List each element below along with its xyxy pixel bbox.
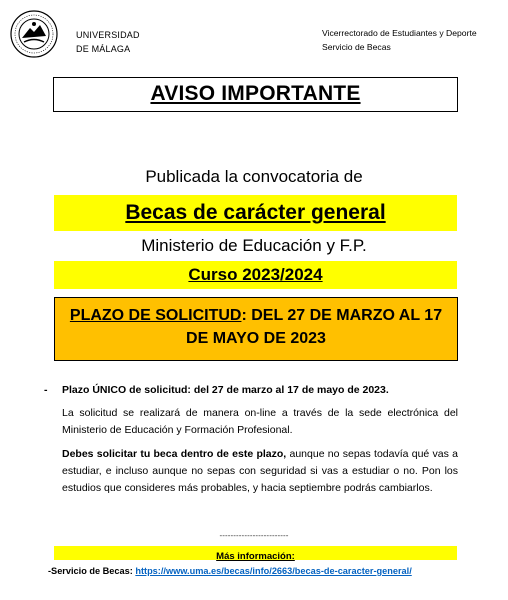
university-name-line1: UNIVERSIDAD [76,30,140,40]
notice-title-box [53,77,458,112]
more-info-label: Más información: [216,551,295,562]
deadline-label: PLAZO DE SOLICITUD [69,307,242,324]
university-name [76,28,140,56]
curso-highlight [54,261,457,289]
deadline-box [54,297,458,361]
deadline-line2: DE MAYO DE 2023 [186,330,326,347]
letterhead [10,8,500,60]
service-line [48,566,412,576]
ministry-line: Ministerio de Educación y F.P. [141,236,367,255]
department-line2: Servicio de Becas [322,42,391,52]
university-seal-icon [10,10,58,58]
separator-line: ------------------------- [219,531,289,540]
bullet-title: Plazo ÚNICO de solicitud: del 27 de marzo al 17 de mayo de 2023. [62,384,389,396]
deadline-dates-start: : DEL 27 DE MARZO AL 17 [241,307,443,324]
department-line1: Vicerrectorado de Estudiantes y Deporte [322,28,477,38]
paragraph-advice [62,446,458,497]
service-label: -Servicio de Becas: [48,566,133,576]
paragraph-advice-rest: aunque no sepas todavía qué vas a estudiar, e incluso aunque no sepas con seguridad si vas a estudiar o no. Pon los estudios que consideres más probables, y hacia septiembre podrás cambiarlos. [62,448,458,494]
deadline-line1 [55,304,457,327]
more-info-highlight [54,546,457,560]
bullet-marker: - [44,384,48,396]
curso-title: Curso 2023/2024 [188,265,323,284]
paragraph-advice-bold: Debes solicitar tu beca dentro de este plazo, [62,448,287,460]
department-name [322,26,477,54]
published-line: Publicada la convocatoria de [145,167,363,186]
paragraph-online: La solicitud se realizará de manera on-line a través de la sede electrónica del Ministerio de Educación y Formación Profesional. [62,407,458,436]
university-name-line2: DE MÁLAGA [76,44,131,54]
becas-highlight [54,195,457,231]
service-link[interactable]: https://www.uma.es/becas/info/2663/becas-de-caracter-general/ [135,566,412,576]
becas-title: Becas de carácter general [125,201,386,224]
notice-title: AVISO IMPORTANTE [150,82,361,105]
